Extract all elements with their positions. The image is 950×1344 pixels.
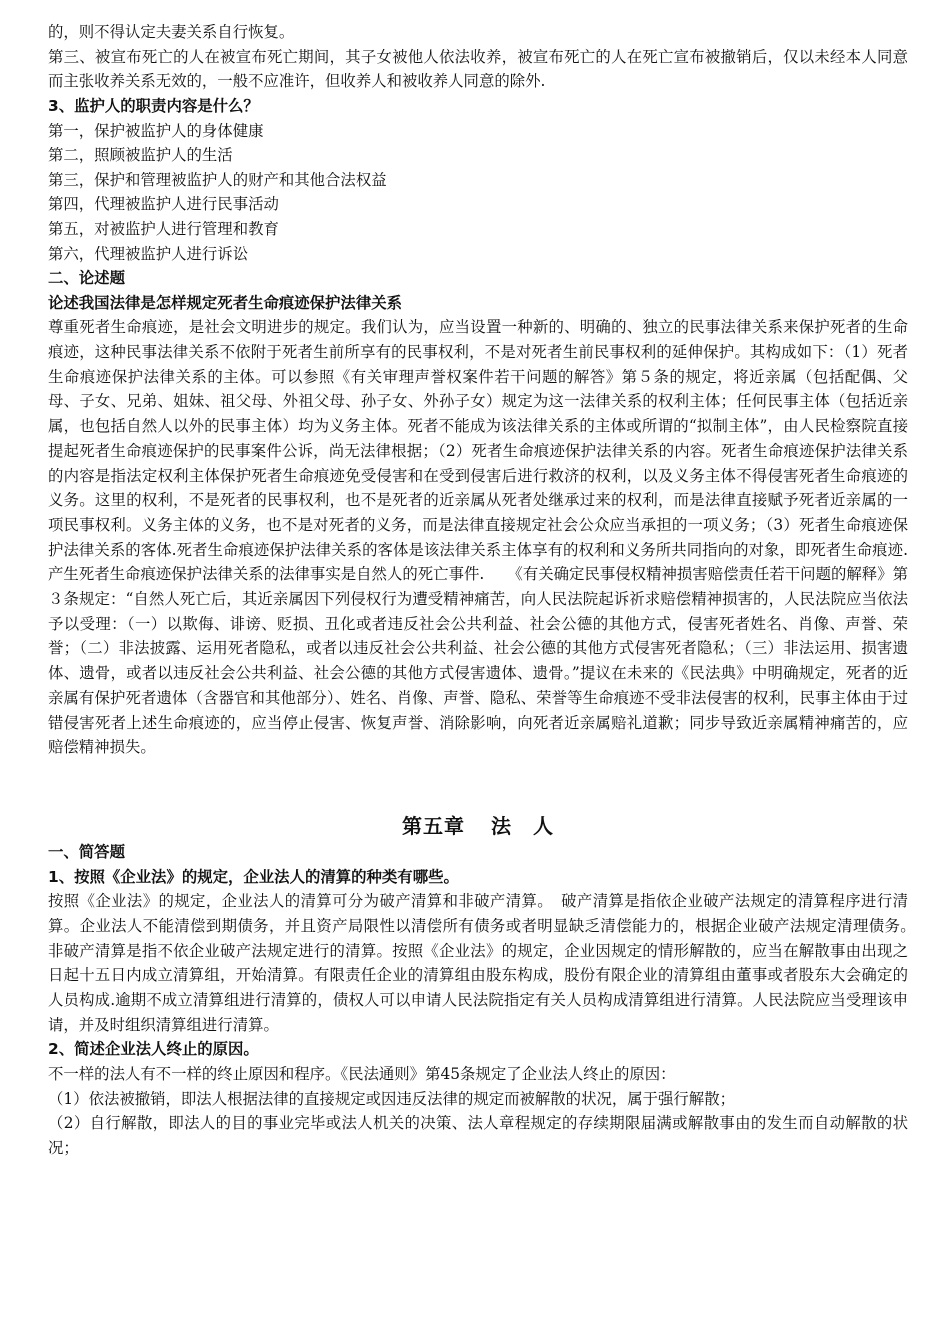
text-line: 的，则不得认定夫妻关系自行恢复。 — [48, 23, 295, 41]
list-item: 第五，对被监护人进行管理和教育 — [48, 219, 279, 238]
list-item: 第四，代理被监护人进行民事活动 — [48, 195, 279, 214]
document-page — [48, 20, 939, 1161]
question-heading: 2、简述企业法人终止的原因。 — [48, 1040, 259, 1059]
question-heading: 1、按照《企业法》的规定，企业法人的清算的种类有哪些。 — [48, 867, 459, 886]
list-item: 第六，代理被监护人进行诉讼 — [48, 244, 249, 263]
list-item: 第三，保护和管理被监护人的财产和其他合法权益 — [48, 170, 387, 189]
section-heading: 一、简答题 — [48, 843, 125, 861]
list-item: （2）自行解散，即法人的目的事业完毕或法人机关的决策、法人章程规定的存续期限届满或解散事由的发生而自动解散的状况； — [48, 1114, 908, 1157]
chapter-number: 第五章 — [402, 814, 465, 838]
chapter-name: 法 人 — [491, 814, 554, 838]
text-line: 不一样的法人有不一样的终止原因和程序。《民法通则》第45条规定了企业法人终止的原因： — [48, 1065, 676, 1083]
answer-body: 按照《企业法》的规定，企业法人的清算可分为破产清算和非破产清算。 破产清算是指依企业破产法规定的清算程序进行清算。企业法人不能清偿到期债务，并且资产局限性以清偿所有债务或者明显缺乏清偿能力的，根据企业破产法规定清理债务。 非破产清算是指不依企业破产法规定进行的清算。按照《企业法》的规定，企业因规定的情形解散的，应当在解散事由出现之日起十五日内成立清算组，开始清算。有限责任企业的清算组由股东构成，股份有限企业的清算组由董事或者股东大会确定的人员构成.逾期不成立清算组进行清算的，债权人可以申请人民法院指定有关人员构成清算组进行清算。人民法院应当受理该申请，并及时组织清算组进行清算。 — [48, 892, 939, 1034]
chapter-title — [48, 812, 908, 840]
list-item: 第二，照顾被监护人的生活 — [48, 146, 233, 165]
question-heading: 论述我国法律是怎样规定死者生命痕迹保护法律关系 — [48, 293, 402, 312]
list-item: （1）依法被撤销，即法人根据法律的直接规定或因违反法律的规定而被解散的状况，属于强行解散； — [48, 1089, 735, 1108]
text-paragraph: 第三、被宣布死亡的人在被宣布死亡期间，其子女被他人依法收养，被宣布死亡的人在死亡宣布被撤销后，仅以未经本人同意而主张收养关系无效的，一般不应准许，但收养人和被收养人同意的除外. — [48, 47, 908, 91]
question-heading: 3、监护人的职责内容是什么？ — [48, 97, 259, 115]
section-heading: 二、论述题 — [48, 269, 125, 288]
essay-body: 尊重死者生命痕迹，是社会文明进步的规定。我们认为，应当设置一种新的、明确的、独立的民事法律关系来保护死者的生命痕迹，这种民事法律关系不依附于死者生前所享有的民事权利，不是对死者生前民事权利的延伸保护。其构成如下：（1）死者生命痕迹保护法律关系的主体。可以参照《有关审理声誉权案件若干问题的解答》第５条的规定，将近亲属（包括配偶、父母、子女、兄弟、姐妹、祖父母、外祖父母、孙子女、外孙子女）规定为这一法律关系的权利主体；任何民事主体（包括近亲属，也包括自然人以外的民事主体）均为义务主体。死者不能成为该法律关系的主体或所谓的“拟制主体”，由人民检察院直接提起死者生命痕迹保护的民事案件公诉，尚无法律根据；（2）死者生命痕迹保护法律关系的内容。死者生命痕迹保护法律关系的内容是指法定权利主体保护死者生命痕迹免受侵害和在受到侵害后进行救济的权利，以及义务主体不得侵害死者生命痕迹的义务。这里的权利，不是死者的民事权利，也不是死者的近亲属从死者处继承过来的权利，而是法律直接赋予死者近亲属的一项民事权利。义务主体的义务，也不是对死者的义务，而是法律直接规定社会公众应当承担的一项义务；（3）死者生命痕迹保护法律关系的客体.死者生命痕迹保护法律关系的客体是该法律关系主体享有的权利和义务所共同指向的对象，即死者生命痕迹.产生死者生命痕迹保护法律关系的法律事实是自然人的死亡事件. 《有关确定民事侵权精神损害赔偿责任若干问题的解释》第３条规定：“自然人死亡后，其近亲属因下列侵权行为遭受精神痛苦，向人民法院起诉祈求赔偿精神损害的，人民法院应当依法予以受理：（一）以欺侮、诽谤、贬损、丑化或者违反社会公共利益、社会公德的其他方式，侵害死者姓名、肖像、声誉、荣誉；（二）非法披露、运用死者隐私，或者以违反社会公共利益、社会公德的其他方式侵害死者隐私；（三）非法运用、损害遗体、遗骨，或者以违反社会公共利益、社会公德的其他方式侵害遗体、遗骨。”提议在未来的《民法典》中明确规定，死者的近亲属有保护死者遗体（含器官和其他部分）、姓名、肖像、声誉、隐私、荣誉等生命痕迹不受非法侵害的权利，民事主体由于过错侵害死者上述生命痕迹的，应当停止侵害、恢复声誉、消除影响，向死者近亲属赔礼道歉；同步导致近亲属精神痛苦的，应赔偿精神损失。 — [48, 318, 908, 757]
list-item: 第一，保护被监护人的身体健康 — [48, 121, 264, 140]
